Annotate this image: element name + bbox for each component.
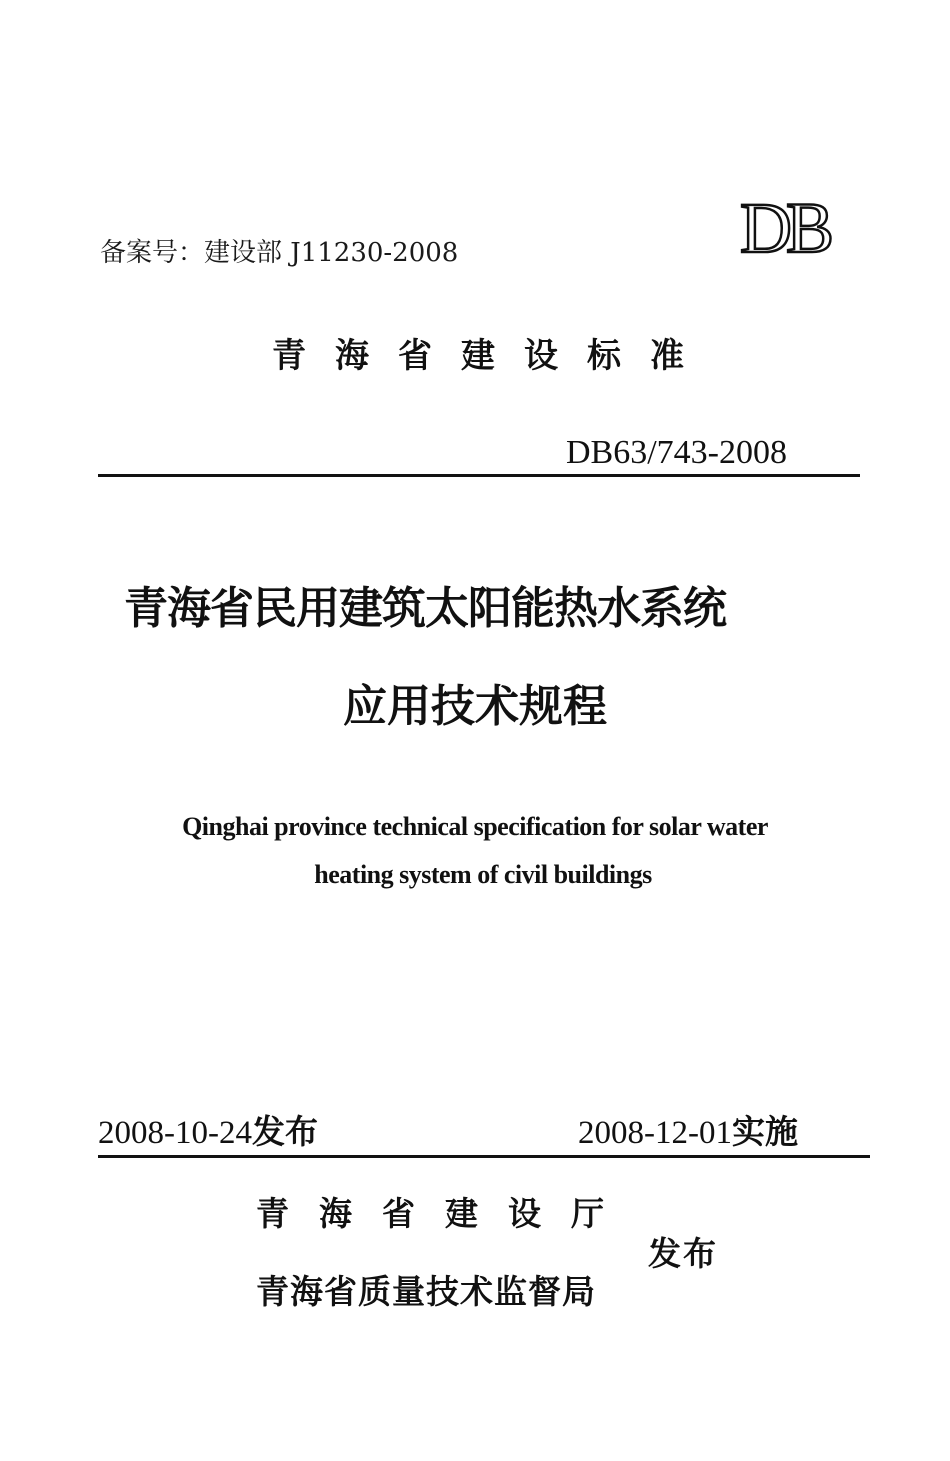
issue-label: 发布 xyxy=(251,1112,318,1151)
publish-label: 发布 xyxy=(648,1234,718,1273)
db-logo: DB xyxy=(740,188,829,268)
standard-number: DB63/743-2008 xyxy=(566,434,787,471)
issue-date-block xyxy=(98,1106,318,1153)
implement-date: 2008-12-01 xyxy=(578,1115,732,1151)
implement-date-block xyxy=(578,1106,798,1153)
top-divider xyxy=(98,474,860,477)
bottom-divider xyxy=(98,1155,870,1158)
title-chinese-line-2: 应用技术规程 xyxy=(343,681,607,732)
issue-date: 2008-10-24 xyxy=(98,1115,252,1151)
filing-number: 备案号：建设部 J11230-2008 xyxy=(100,238,459,268)
title-english-line-1: Qinghai province technical specification for solar water xyxy=(182,812,768,841)
standard-type: 青海省建设标准 xyxy=(272,336,713,376)
title-chinese-line-1: 青海省民用建筑太阳能热水系统 xyxy=(124,583,726,634)
issuer-quality-bureau: 青海省质量技术监督局 xyxy=(256,1272,596,1311)
issuer-construction-department: 青海省建设厅 xyxy=(256,1194,634,1233)
implement-label: 实施 xyxy=(731,1112,798,1151)
title-english-line-2: heating system of civil buildings xyxy=(314,860,652,889)
